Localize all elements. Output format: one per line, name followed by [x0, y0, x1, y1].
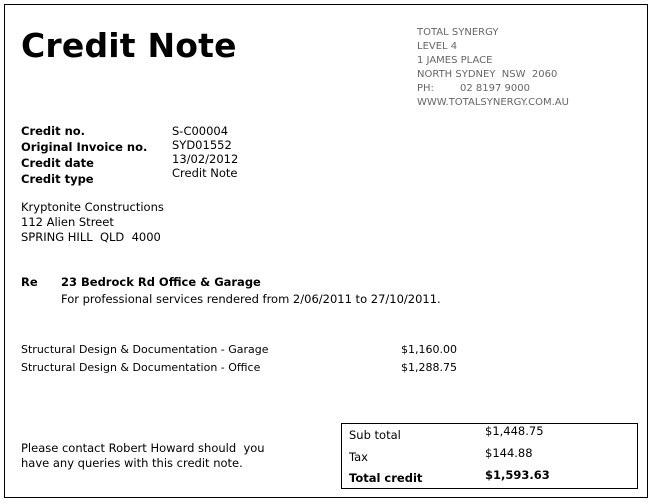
contact-line-1: Please contact Robert Howard should you — [21, 441, 265, 455]
total-credit-label: Total credit — [349, 471, 423, 485]
phone-label: PH: — [417, 83, 434, 94]
credit-type-value: Credit Note — [172, 166, 238, 180]
line-item-amount: $1,160.00 — [401, 343, 457, 356]
service-description: For professional services rendered from 2/06/2011 to 27/10/2011. — [61, 292, 441, 306]
totals-box — [341, 423, 638, 489]
credit-date-label: Credit date — [21, 156, 94, 170]
client-name: Kryptonite Constructions — [21, 200, 164, 214]
company-name: TOTAL SYNERGY — [417, 27, 499, 38]
company-street: 1 JAMES PLACE — [417, 55, 493, 66]
document-title: Credit Note — [21, 26, 237, 65]
client-city: SPRING HILL QLD 4000 — [21, 230, 161, 244]
company-website: WWW.TOTALSYNERGY.COM.AU — [417, 97, 569, 108]
subtotal-value: $1,448.75 — [485, 424, 544, 438]
credit-date-value: 13/02/2012 — [172, 152, 239, 166]
line-item-amount: $1,288.75 — [401, 361, 457, 374]
subtotal-label: Sub total — [349, 428, 401, 442]
contact-note — [21, 441, 265, 471]
credit-no-value: S-C00004 — [172, 124, 229, 138]
company-phone-row — [417, 82, 569, 96]
tax-label: Tax — [349, 450, 368, 464]
credit-no-label: Credit no. — [21, 124, 86, 138]
original-invoice-value: SYD01552 — [172, 138, 232, 152]
credit-type-label: Credit type — [21, 172, 94, 186]
re-label: Re — [21, 275, 38, 289]
project-title: 23 Bedrock Rd Office & Garage — [61, 275, 261, 289]
contact-line-2: have any queries with this credit note. — [21, 456, 243, 470]
client-address-block — [21, 200, 164, 245]
company-phone: 02 8197 9000 — [460, 83, 530, 94]
total-credit-value: $1,593.63 — [485, 468, 550, 482]
line-item-description: Structural Design & Documentation - Office — [21, 361, 261, 374]
company-level: LEVEL 4 — [417, 41, 458, 52]
company-suburb: NORTH SYDNEY NSW 2060 — [417, 69, 558, 80]
tax-value: $144.88 — [485, 446, 533, 460]
line-item-description: Structural Design & Documentation - Garage — [21, 343, 269, 356]
company-address-block — [417, 26, 569, 110]
client-street: 112 Alien Street — [21, 215, 114, 229]
original-invoice-label: Original Invoice no. — [21, 140, 148, 154]
